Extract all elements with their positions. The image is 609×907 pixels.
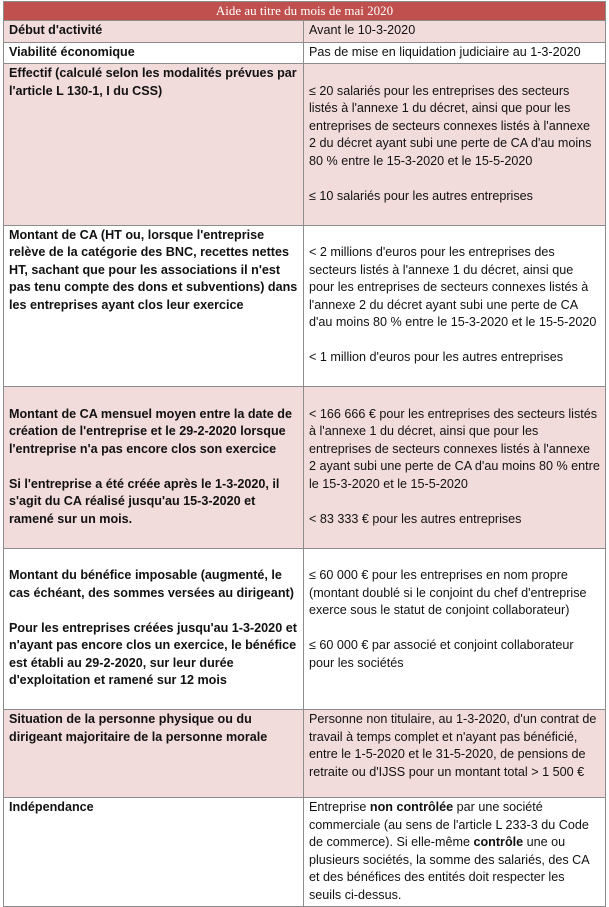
row-value — [304, 548, 606, 710]
row-label-part: Pour les entreprises créées jusqu'au 1-3-2020 et n'ayant pas encore clos un exercice, le bénéfice est établi au 29-2-2020, sur leur durée d'exploitation et ramené sur 12 mois — [9, 620, 297, 687]
table-row-montant-ca — [4, 225, 606, 387]
row-label: Effectif (calculé selon les modalités prévues par l'article L 130-1, I du CSS) — [4, 64, 304, 226]
row-label-part: Montant du bénéfice imposable (augmenté, le cas échéant, des sommes versées au dirigeant) — [9, 568, 294, 600]
row-label — [4, 548, 304, 710]
row-value-text: par une société commerciale (au sens de l'article L 233-3 du Code de commerce). Si elle-même — [309, 800, 589, 849]
table-row-ca-mensuel — [4, 387, 606, 549]
row-value-text: une ou plusieurs sociétés, la somme des salariés, des CA et des bénéfices des entités doit respecter les seuils ci-dessus. — [309, 835, 589, 902]
row-value-part: < 2 millions d'euros pour les entreprises des secteurs listés à l'annexe 1 du décret, ainsi que pour les entreprises de secteurs connexes listés à l'annexe 2 du décret ayant subi une perte de CA d'au moins 80 % entre le 15-3-2020 et le 15-5-2020 — [309, 245, 597, 329]
row-value-part: < 166 666 € pour les entreprises des secteurs listés à l'annexe 1 du décret, ainsi que pour les entreprises de secteurs connexes listés à l'annexe 2 ayant subi une perte de CA d'au moins 80 % entre le 15-3-2020 et le 15-5-2020 — [309, 406, 600, 491]
row-value-emphasis: contrôle — [473, 835, 524, 849]
row-value-text: Entreprise — [309, 800, 370, 814]
aid-conditions-table — [3, 1, 606, 907]
row-value-part: ≤ 60 000 € pour les entreprises en nom propre (montant doublé si le conjoint du chef d'entreprise exerce sous le statut de conjoint collaborateur) — [309, 568, 587, 617]
row-value-emphasis: non contrôlée — [369, 800, 454, 814]
row-value — [304, 387, 606, 549]
row-value: Pas de mise en liquidation judiciaire au 1-3-2020 — [304, 42, 606, 64]
row-label: Indépendance — [4, 798, 304, 907]
row-value-part: < 1 million d'euros pour les autres entreprises — [309, 350, 564, 364]
table-row-benefice — [4, 548, 606, 710]
row-label-part: Montant de CA mensuel moyen entre la date de création de l'entreprise et le 29-2-2020 lorsque l'entreprise n'a pas encore clos son exercice — [9, 406, 292, 456]
row-label — [4, 387, 304, 549]
table-row-situation — [4, 710, 606, 798]
row-label: Viabilité économique — [4, 42, 304, 64]
table-row-independance — [4, 798, 606, 907]
row-value-part: < 83 333 € pour les autres entreprises — [309, 511, 522, 526]
row-label: Début d'activité — [4, 21, 304, 43]
row-label: Situation de la personne physique ou du dirigeant majoritaire de la personne morale — [4, 710, 304, 798]
row-value — [304, 225, 606, 387]
row-label-part: Si l'entreprise a été créée après le 1-3-2020, il s'agit du CA réalisé jusqu'au 15-3-2020 et ramené sur un mois. — [9, 476, 280, 526]
row-value — [304, 64, 606, 226]
row-value: Avant le 10-3-2020 — [304, 21, 606, 43]
row-value — [304, 798, 606, 907]
table-row-viabilite — [4, 42, 606, 64]
row-value-part: ≤ 20 salariés pour les entreprises des secteurs listés à l'annexe 1 du décret, ainsi que pour les entreprises de secteurs connexes listés à l'annexe 2 du décret ayant subi une perte de CA d'au moins 80 % entre le 15-3-2020 et le 15-5-2020 — [309, 83, 592, 168]
table-title: Aide au titre du mois de mai 2020 — [4, 2, 606, 21]
row-label: Montant de CA (HT ou, lorsque l'entreprise relève de la catégorie des BNC, recettes nettes HT, sachant que pour les associations il n'est pas tenu compte des dons et subventions) dans les entreprises ayant clos leur exercice — [4, 225, 304, 387]
table-row-effectif — [4, 64, 606, 226]
row-value-part: ≤ 60 000 € par associé et conjoint collaborateur pour les sociétés — [309, 638, 574, 670]
row-value: Personne non titulaire, au 1-3-2020, d'un contrat de travail à temps complet et n'ayant pas bénéficié, entre le 1-5-2020 et le 31-5-2020, de pensions de retraite ou d'IJSS pour un montant total > 1 500 € — [304, 710, 606, 798]
row-value-part: ≤ 10 salariés pour les autres entreprises — [309, 188, 533, 203]
table-row-debut-activite — [4, 21, 606, 43]
